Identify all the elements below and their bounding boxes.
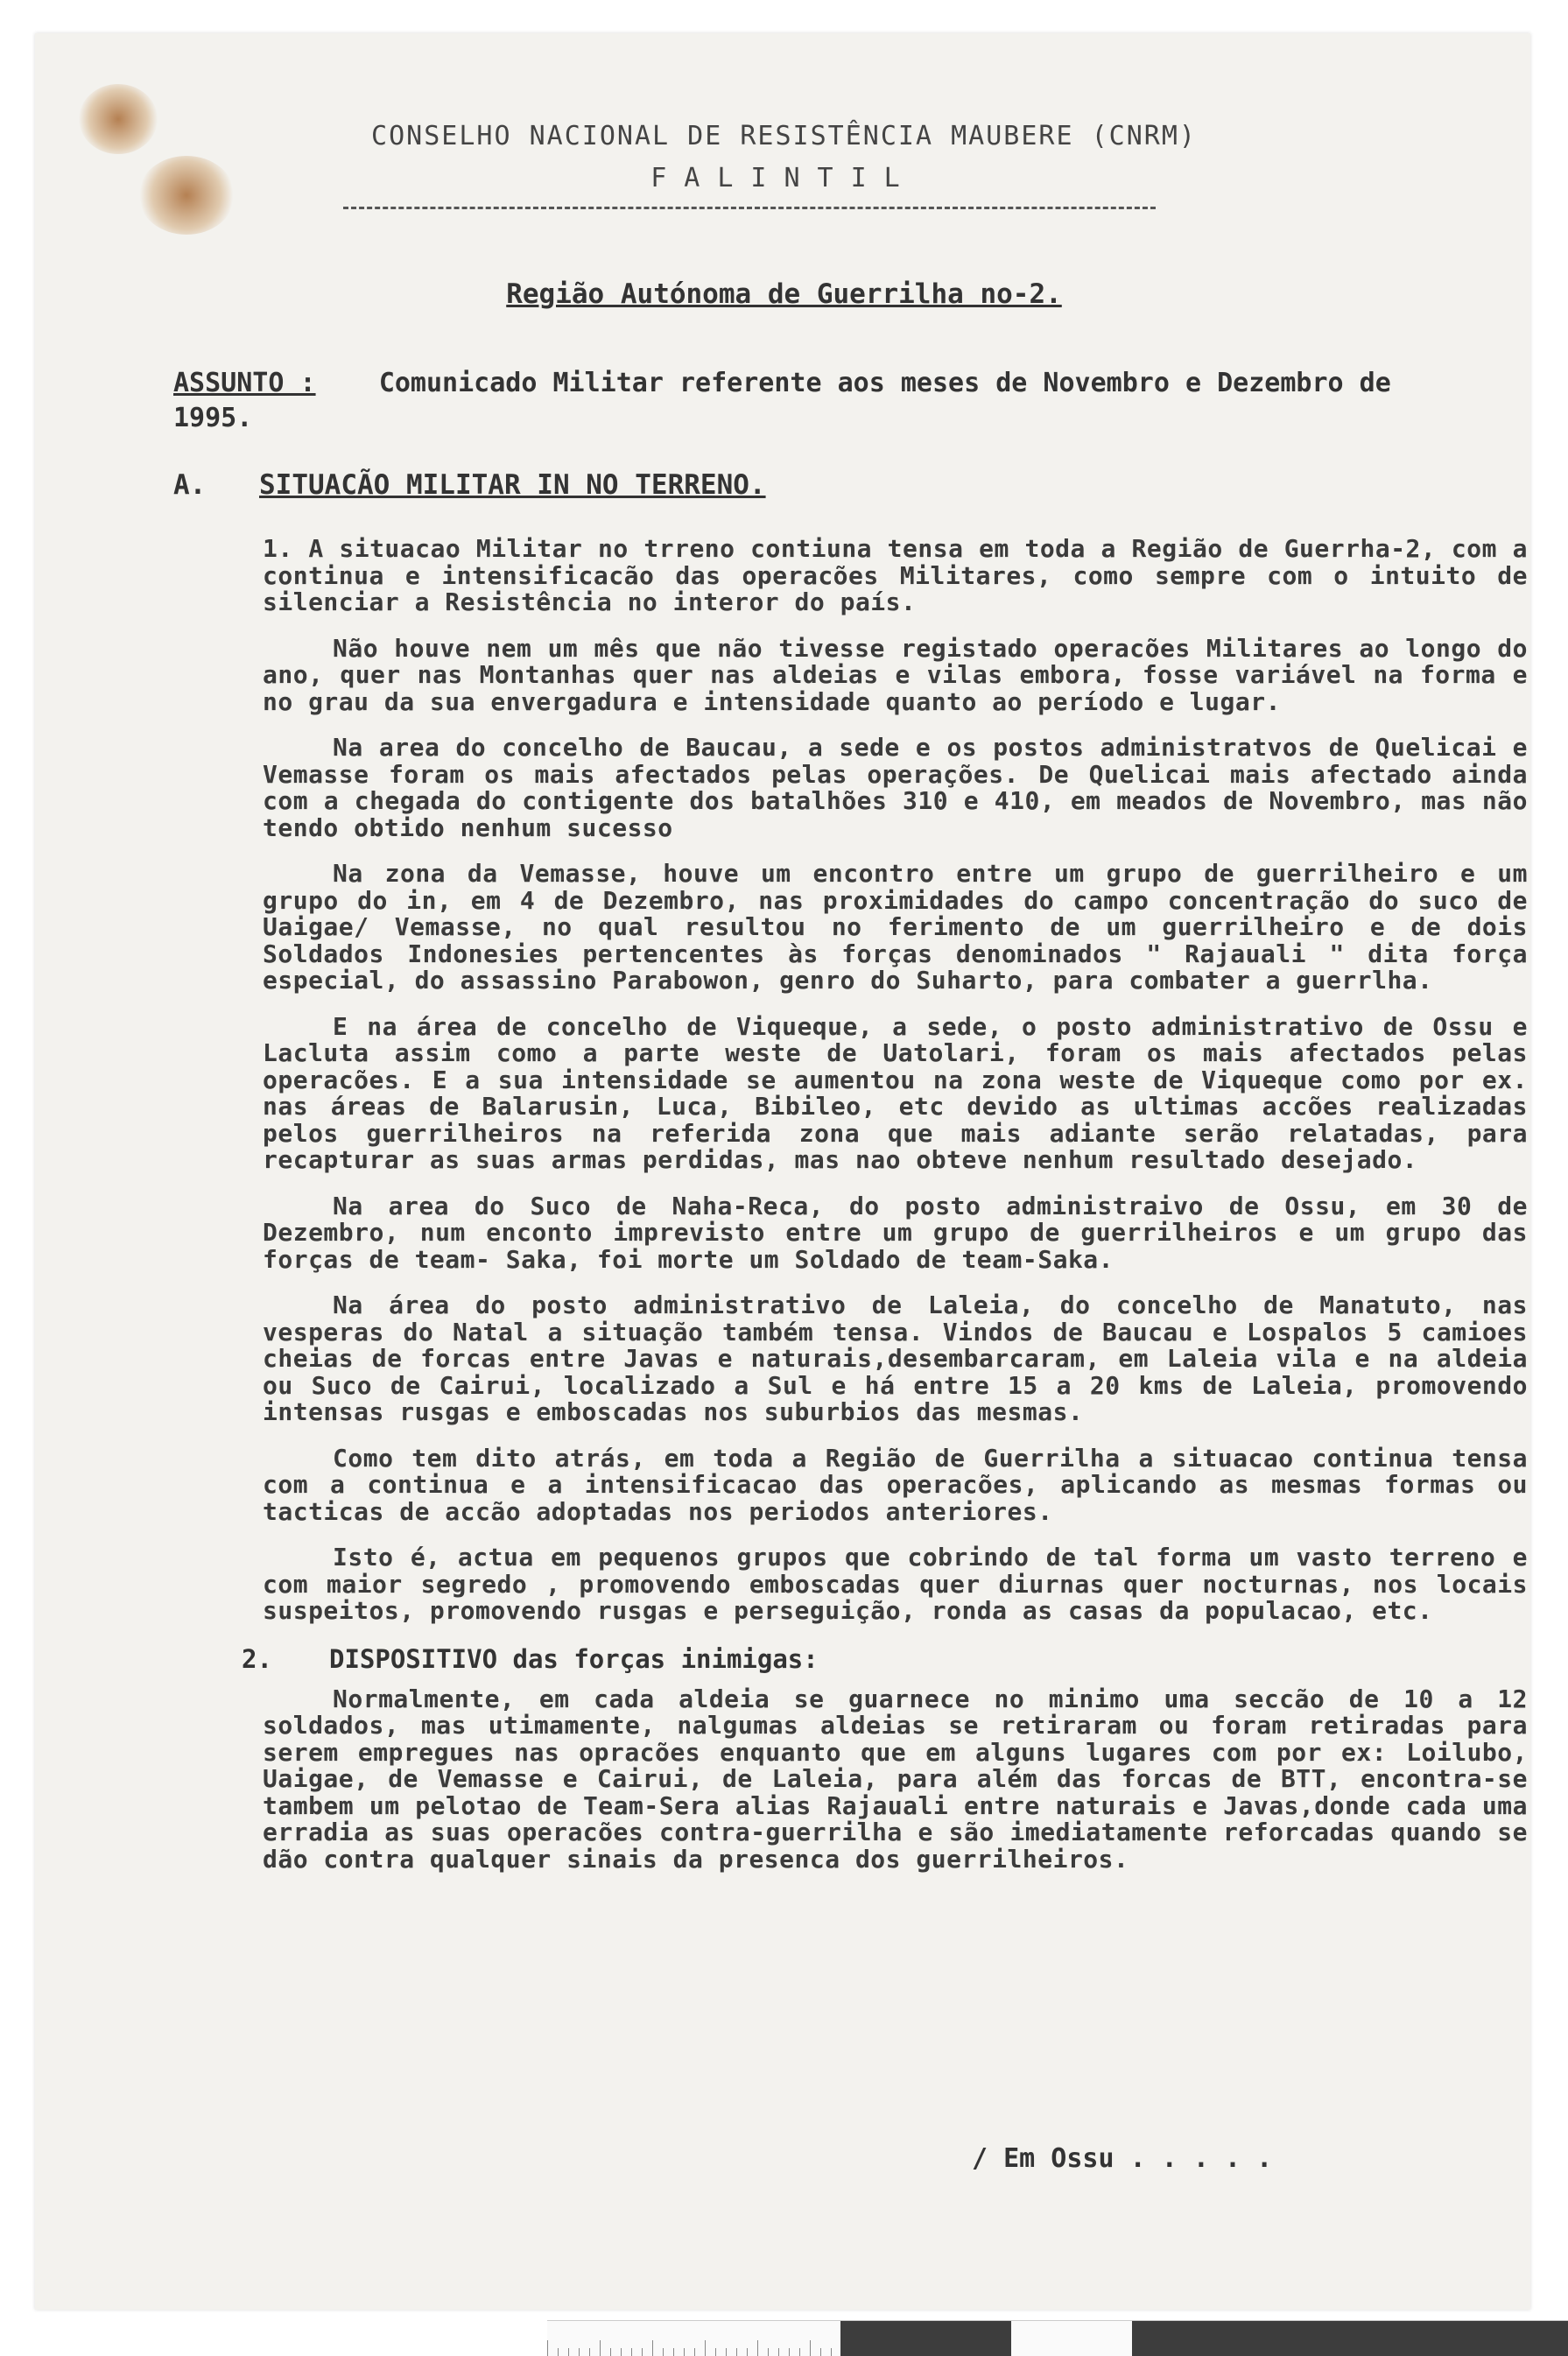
ruler-tick: [600, 2340, 601, 2356]
ruler-block: [840, 2321, 1011, 2356]
paragraph: Como tem dito atrás, em toda a Região de Guerrilha a situacao continua tensa com a continua e a intensificacao das operacões, aplicando as mesmas formas ou tacticas de accão adoptadas nos periodos anteriores.: [263, 1443, 1528, 1526]
header-divider: [343, 207, 1156, 213]
document-body: [242, 534, 1528, 1892]
item-marker: 2.: [242, 1643, 272, 1674]
item-title: DISPOSITIVO das forças inimigas:: [329, 1643, 819, 1674]
item-2-heading: [242, 1644, 1528, 1674]
ruler-tick: [547, 2340, 548, 2356]
region-title: Região Autónoma de Guerrilha no-2.: [506, 278, 1062, 310]
section-a-heading: [173, 469, 766, 501]
continuation-note: / Em Ossu . . . . .: [972, 2143, 1273, 2174]
subject-line: [173, 366, 1469, 436]
paragraph: Não houve nem um mês que não tivesse registado operacões Militares ao longo do ano, quer nas Montanhas quer nas aldeias e vilas embora, fosse variável na forma e no grau da sua envergadura e intensidade quanto ao período e lugar.: [263, 633, 1528, 716]
ruler-tick: [757, 2340, 758, 2356]
ruler-tick: [652, 2340, 653, 2356]
ruler-block: [1132, 2321, 1568, 2356]
paragraph: 1. A situacao Militar no trreno contiuna tensa em toda a Região de Guerrha-2, com a continua e intensificacão das operacões Militares, como sempre com o intuito de silenciar a Resistência no interor do país.: [263, 534, 1528, 616]
ruler-tick: [810, 2340, 811, 2356]
ruler-tick: [705, 2340, 706, 2356]
paragraph: Normalmente, em cada aldeia se guarnece no minimo uma seccão de 10 a 12 soldados, mas utimamente, nalgumas aldeias se retiraram ou foram retiradas para serem empregues nas opracões enquanto que em alguns lugares com por ex: Loilubo, Uaigae, de Vemasse e Cairui, de Laleia, para além das forcas de BTT, encontra-se tambem um pelotao de Team-Sera alias Rajauali entre naturais e Javas,donde cada uma erradia as suas operacões contra-guerrilha e são imediatamente reforcadas quando se dão contra qualquer sinais da presenca dos guerrilheiros.: [263, 1684, 1528, 1874]
subject-text: Comunicado Militar referente aos meses de Novembro e Dezembro de 1995.: [173, 368, 1391, 433]
scale-ruler: [547, 2320, 1568, 2356]
paragraph: Isto é, actua em pequenos grupos que cobrindo de tal forma um vasto terreno e com maior segredo , promovendo emboscadas quer diurnas quer nocturnas, nos locais suspeitos, promovendo rusgas e perseguição, ronda as casas da populacao, etc.: [263, 1543, 1528, 1625]
section-title: SITUACÃO MILITAR IN NO TERRENO.: [259, 469, 766, 501]
paragraph: Na área do posto administrativo de Laleia, do concelho de Manatuto, nas vesperas do Natal a situação também tensa. Vindos de Baucau e Lospalos 5 camioes cheias de forcas entre Javas e naturais,desembarcaram, em Laleia vila e na aldeia ou Suco de Cairui, localizado a Sul e há entre 15 a 20 kms de Laleia, promovendo intensas rusgas e emboscadas nos suburbios das mesmas.: [263, 1291, 1528, 1426]
paragraph: Na area do concelho de Baucau, a sede e os postos administratvos de Quelicai e Vemasse foram os mais afectados pelas operações. De Quelicai mais afectado ainda com a chegada do contigente dos batalhões 310 e 410, em meados de Novembro, mas não tendo obtido nenhum sucesso: [263, 733, 1528, 842]
paragraph: Na zona da Vemasse, houve um encontro entre um grupo de guerrilheiro e um grupo do in, em 4 de Dezembro, nas proximidades do campo concentração do suco de Uaigae/ Vemasse, no qual resultou no ferimento de um guerrilheiro e de dois Soldados Indonesies pertencentes às forças denominados " Rajauali " dita força especial, do assassino Parabowon, genro do Suharto, para combater a guerrlha.: [263, 859, 1528, 995]
unit-header: FALINTIL: [650, 163, 918, 193]
organization-header: CONSELHO NACIONAL DE RESISTÊNCIA MAUBERE (CNRM): [371, 121, 1197, 151]
subject-label: ASSUNTO :: [173, 368, 316, 398]
section-marker: A.: [173, 469, 207, 501]
paragraph: Na area do Suco de Naha-Reca, do posto administraivo de Ossu, em 30 de Dezembro, num enconto imprevisto entre um grupo de guerrilheiros e um grupo das forças de team- Saka, foi morte um Soldado de team-Saka.: [263, 1191, 1528, 1274]
paragraph: E na área de concelho de Viqueque, a sede, o posto administrativo de Ossu e Lacluta assim como a parte weste de Uatolari, foram os mais afectados pelas operacões. E a sua intensidade se aumentou na zona weste de Viqueque como por ex. nas áreas de Balarusin, Luca, Bibileo, etc devido as ultimas accões realizadas pelos guerrilheiros na referida zona que mais adiante serão relatadas, para recapturar as suas armas perdidas, mas nao obteve nenhum resultado desejado.: [263, 1011, 1528, 1174]
